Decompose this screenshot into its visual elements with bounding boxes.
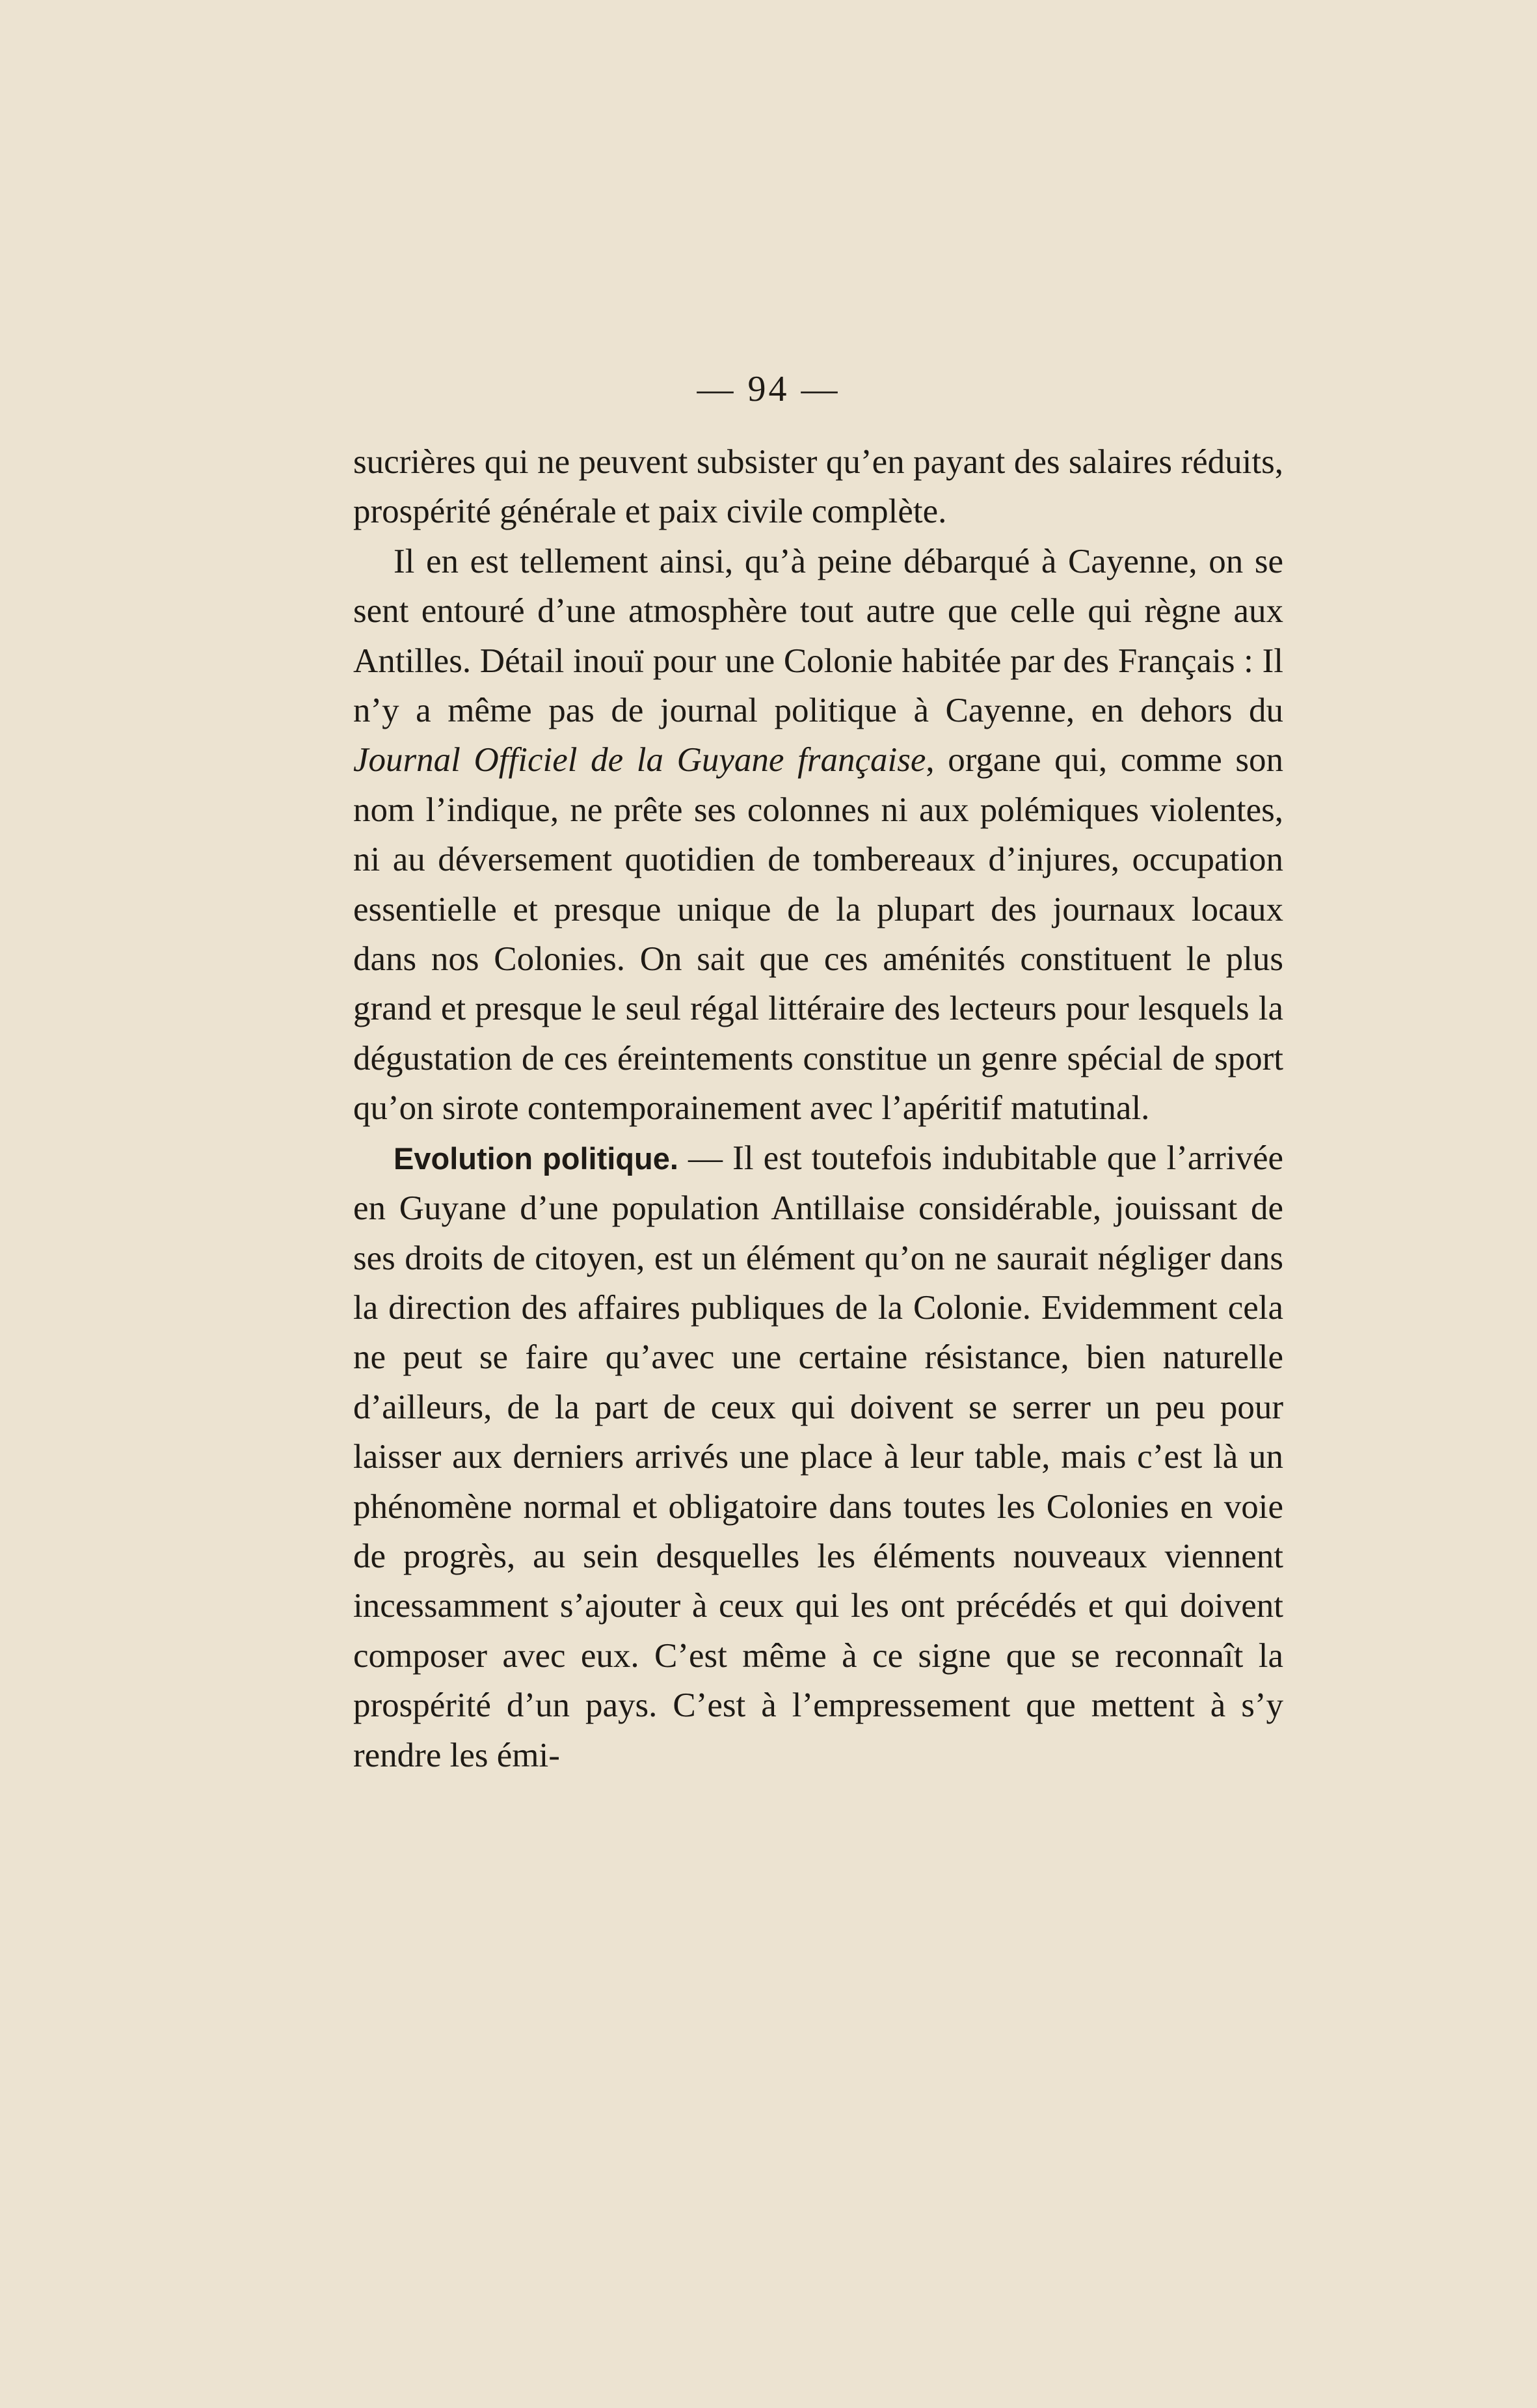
paragraph-evolution xyxy=(353,1133,1283,1780)
page-number: — 94 — xyxy=(697,369,840,409)
section-heading: Evolution politique. xyxy=(394,1141,678,1176)
paragraph-cayenne-text-end: , organe qui, comme son nom l’indique, ne prête ses colonnes ni aux polémiques violentes, ni au déversement quotidien de tombereaux d’injures, occupation essentielle et presque unique de la plupart des journaux locaux dans nos Colonies. On sait que ces aménités constituent le plus grand et presque le seul régal littéraire des lecteurs pour lesquels la dégustation de ces éreintements constitue un genre spécial de sport qu’on sirote contemporainement avec l’apéritif matutinal. xyxy=(353,741,1283,1128)
paragraph-cayenne xyxy=(353,537,1283,1133)
body-text xyxy=(353,437,1283,1780)
newspaper-title: Journal Officiel de la Guyane française xyxy=(353,741,926,779)
paragraph-cayenne-text-start: Il en est tellement ainsi, qu’à peine débarqué à Cayenne, on se sent entouré d’une atmosphère tout autre que celle qui règne aux Antilles. Détail inouï pour une Colonie habitée par des Français : Il n’y a même pas de journal politique à Cayenne, en dehors du xyxy=(353,542,1283,730)
paragraph-continuation: sucrières qui ne peuvent subsister qu’en payant des salaires réduits, prospérité générale et paix civile complète. xyxy=(353,443,1283,531)
paragraph-evolution-text: — Il est toutefois indubitable que l’arrivée en Guyane d’une population Antillaise considérable, jouissant de ses droits de citoyen, est un élément qu’on ne saurait négliger dans la direction des affaires publiques de la Colonie. Evidemment cela ne peut se faire qu’avec une certaine résistance, bien naturelle d’ailleurs, de la part de ceux qui doivent se serrer un peu pour laisser aux derniers arrivés une place à leur table, mais c’est là un phénomène normal et obligatoire dans toutes les Colonies en voie de progrès, au sein desquelles les éléments nouveaux viennent incessamment s’ajouter à ceux qui les ont précédés et qui doivent composer avec eux. C’est même à ce signe que se reconnaît la prospérité d’un pays. C’est à l’empressement que mettent à s’y rendre les émi- xyxy=(353,1139,1284,1774)
